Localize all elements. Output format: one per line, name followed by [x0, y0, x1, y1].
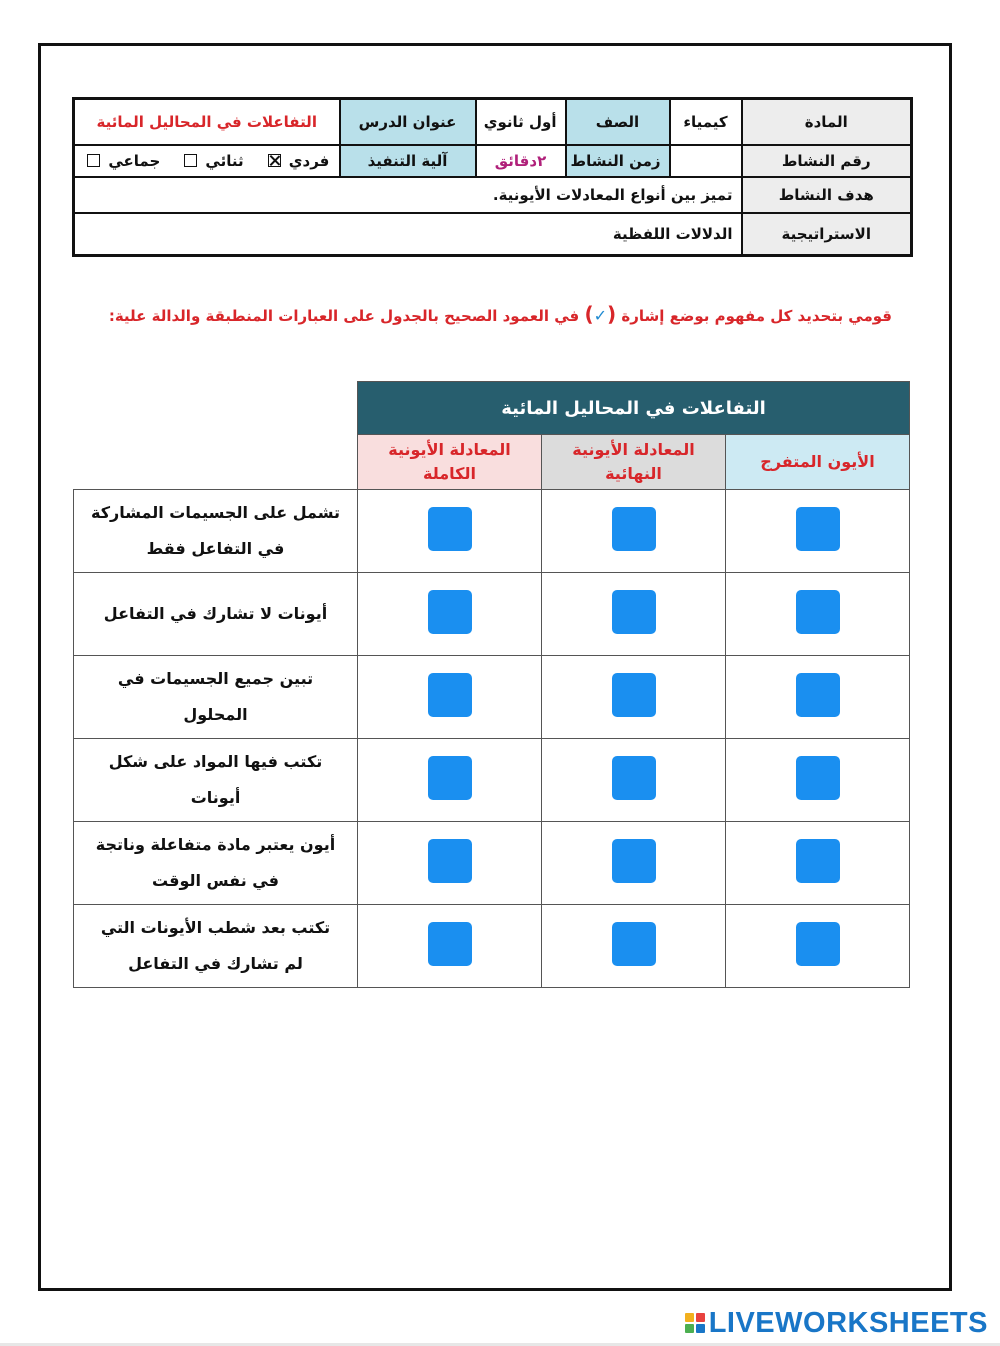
- mechanism-label: آلية التنفيذ: [340, 145, 476, 177]
- answer-box[interactable]: [428, 922, 472, 966]
- check-icon: ✓: [593, 306, 607, 325]
- answer-box[interactable]: [428, 756, 472, 800]
- activity-no-value: [670, 145, 742, 177]
- answer-box[interactable]: [612, 922, 656, 966]
- lesson-value: التفاعلات في المحاليل المائية: [74, 99, 340, 146]
- checkbox-icon: [184, 154, 197, 167]
- column-header-net-ionic: المعادلة الأيونية النهائية: [542, 435, 726, 490]
- answer-box[interactable]: [612, 673, 656, 717]
- table-row: [74, 822, 910, 905]
- grade-label: الصف: [566, 99, 670, 146]
- statement: تكتب فيها المواد على شكل أيونات: [74, 739, 358, 822]
- column-header-complete-ionic: المعادلة الأيونية الكاملة: [358, 435, 542, 490]
- goal-label: هدف النشاط: [742, 177, 912, 213]
- statement: تشمل على الجسيمات المشاركة في التفاعل فقط: [74, 490, 358, 573]
- answer-box[interactable]: [612, 756, 656, 800]
- activity-time-value: ٢دقائق: [476, 145, 566, 177]
- answer-box[interactable]: [428, 839, 472, 883]
- activity-no-label: رقم النشاط: [742, 145, 912, 177]
- concept-grid: [73, 381, 910, 988]
- answer-box[interactable]: [612, 590, 656, 634]
- logo-text: LIVEWORKSHEETS: [708, 1306, 988, 1339]
- answer-box[interactable]: [612, 839, 656, 883]
- answer-box[interactable]: [796, 922, 840, 966]
- table-row: [74, 490, 910, 573]
- subject-label: المادة: [742, 99, 912, 146]
- lesson-label: عنوان الدرس: [340, 99, 476, 146]
- checkbox-icon: [87, 154, 100, 167]
- table-row: [74, 739, 910, 822]
- mechanism-option-pair[interactable]: ثنائي: [181, 152, 243, 170]
- liveworksheets-logo: [685, 1307, 988, 1339]
- statement: أيونات لا تشارك في التفاعل: [74, 573, 358, 656]
- answer-box[interactable]: [796, 507, 840, 551]
- answer-box[interactable]: [796, 590, 840, 634]
- answer-box[interactable]: [796, 756, 840, 800]
- statement: تكتب بعد شطب الأيونات التي لم تشارك في التفاعل: [74, 905, 358, 988]
- instruction-text: قومي بتحديد كل مفهوم بوضع إشارة (✓) في العمود الصحيح بالجدول على العبارات المنطبقة والدالة علية:: [108, 302, 892, 326]
- answer-box[interactable]: [428, 590, 472, 634]
- answer-box[interactable]: [796, 839, 840, 883]
- checked-box-icon: [268, 154, 281, 167]
- answer-box[interactable]: [428, 507, 472, 551]
- table-row: [74, 905, 910, 988]
- subject-value: كيمياء: [670, 99, 742, 146]
- table-row: [74, 656, 910, 739]
- table-row: [74, 573, 910, 656]
- statement: أيون يعتبر مادة متفاعلة وناتجة في نفس الوقت: [74, 822, 358, 905]
- column-header-spectator-ion: الأيون المتفرج: [726, 435, 910, 490]
- goal-value: تميز بين أنواع المعادلات الأيونية.: [74, 177, 742, 213]
- activity-time-label: زمن النشاط: [566, 145, 670, 177]
- grade-value: أول ثانوي: [476, 99, 566, 146]
- grid-title: التفاعلات في المحاليل المائية: [358, 382, 910, 435]
- statement: تبين جميع الجسيمات في المحلول: [74, 656, 358, 739]
- info-table: [72, 97, 913, 257]
- strategy-value: الدلالات اللفظية: [74, 213, 742, 256]
- mechanism-option-individual[interactable]: فردي: [265, 152, 330, 170]
- answer-box[interactable]: [612, 507, 656, 551]
- answer-box[interactable]: [796, 673, 840, 717]
- answer-box[interactable]: [428, 673, 472, 717]
- mechanism-option-group[interactable]: جماعي: [84, 152, 160, 170]
- logo-icon: [685, 1313, 705, 1333]
- mechanism-options: [74, 145, 340, 177]
- strategy-label: الاستراتيجية: [742, 213, 912, 256]
